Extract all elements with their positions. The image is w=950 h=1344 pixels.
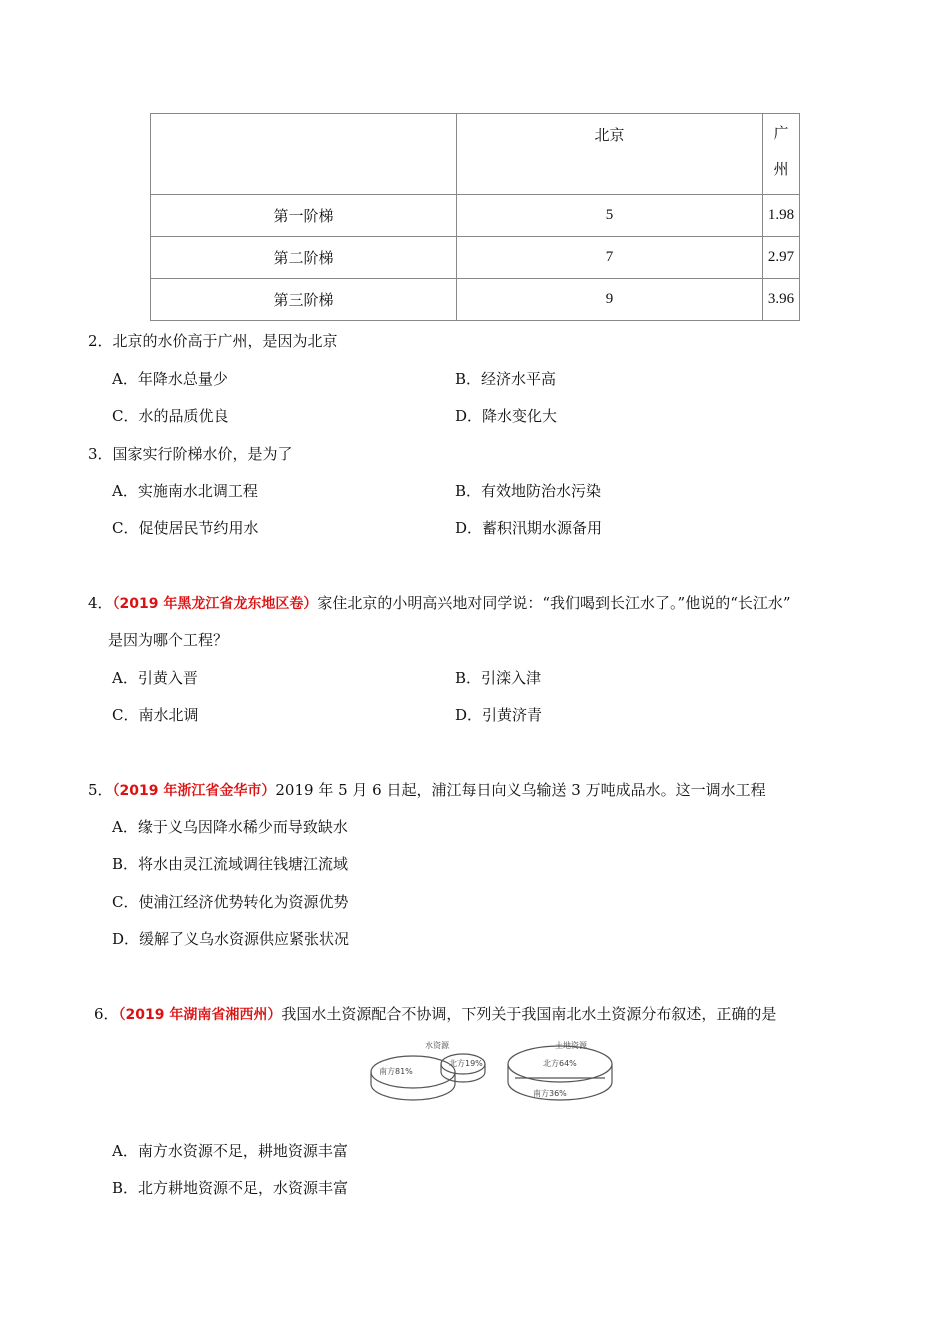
q3-option-b: B．有效地防治水污染 <box>455 482 602 500</box>
q4-stem-line: 4．（2019 年黑龙江省龙东地区卷）家住北京的小明高兴地对同学说：“我们喝到长江水了。”他说的“长江水” <box>88 594 791 612</box>
q2-stem: 2．北京的水价高于广州，是因为北京 <box>88 332 338 350</box>
table-header-beijing: 北京 <box>457 114 763 195</box>
q2-option-d: D．降水变化大 <box>455 407 558 425</box>
water-land-resource-figure <box>365 1040 635 1110</box>
land-north-label: 北方64% <box>543 1059 577 1068</box>
q3-stem: 3．国家实行阶梯水价，是为了 <box>88 445 293 463</box>
table-row: 第三阶梯 9 3.96 <box>151 279 800 321</box>
table-row: 第一阶梯 5 1.98 <box>151 195 800 237</box>
table-header-blank <box>151 114 457 195</box>
q6-source: （2019 年湖南省湘西州） <box>118 1007 282 1023</box>
q2-option-a: A．年降水总量少 <box>112 370 228 388</box>
land-title: 土地资源 <box>555 1041 587 1050</box>
q4-option-a: A．引黄入晋 <box>112 669 198 687</box>
q4-option-b: B．引滦入津 <box>455 669 542 687</box>
q6-option-a: A．南方水资源不足，耕地资源丰富 <box>112 1142 348 1160</box>
q4-option-c: C．南水北调 <box>112 706 199 724</box>
q2-option-c: C．水的品质优良 <box>112 407 229 425</box>
q3-option-d: D．蓄积汛期水源备用 <box>455 519 603 537</box>
q6-option-b: B．北方耕地资源不足，水资源丰富 <box>112 1179 349 1197</box>
water-north-label: 北方19% <box>449 1059 483 1068</box>
table-header-guangzhou: 广 州 <box>763 114 800 195</box>
table-row: 第二阶梯 7 2.97 <box>151 237 800 279</box>
q6-stem-line: 6．（2019 年湖南省湘西州）我国水土资源配合不协调，下列关于我国南北水土资源分布叙述，正确的是 <box>94 1005 777 1023</box>
water-south-label: 南方81% <box>379 1067 413 1076</box>
q3-option-a: A．实施南水北调工程 <box>112 482 258 500</box>
q4-source: （2019 年黑龙江省龙东地区卷） <box>112 596 318 612</box>
q5-option-b: B．将水由灵江流域调往钱塘江流域 <box>112 855 349 873</box>
q5-stem-line: 5．（2019 年浙江省金华市）2019 年 5 月 6 日起，浦江每日向义乌输送 3 万吨成品水。这一调水工程 <box>88 781 766 799</box>
q3-option-c: C．促使居民节约用水 <box>112 519 259 537</box>
water-price-table <box>150 113 800 321</box>
q5-option-a: A．缘于义乌因降水稀少而导致缺水 <box>112 818 348 836</box>
q4-stem-continued: 是因为哪个工程？ <box>108 631 229 649</box>
land-south-label: 南方36% <box>533 1089 567 1098</box>
q4-option-d: D．引黄济青 <box>455 706 543 724</box>
q2-option-b: B．经济水平高 <box>455 370 557 388</box>
q5-option-c: C．使浦江经济优势转化为资源优势 <box>112 893 349 911</box>
q5-option-d: D．缓解了义乌水资源供应紧张状况 <box>112 930 350 948</box>
q5-source: （2019 年浙江省金华市） <box>112 783 276 799</box>
water-title: 水资源 <box>425 1041 449 1050</box>
